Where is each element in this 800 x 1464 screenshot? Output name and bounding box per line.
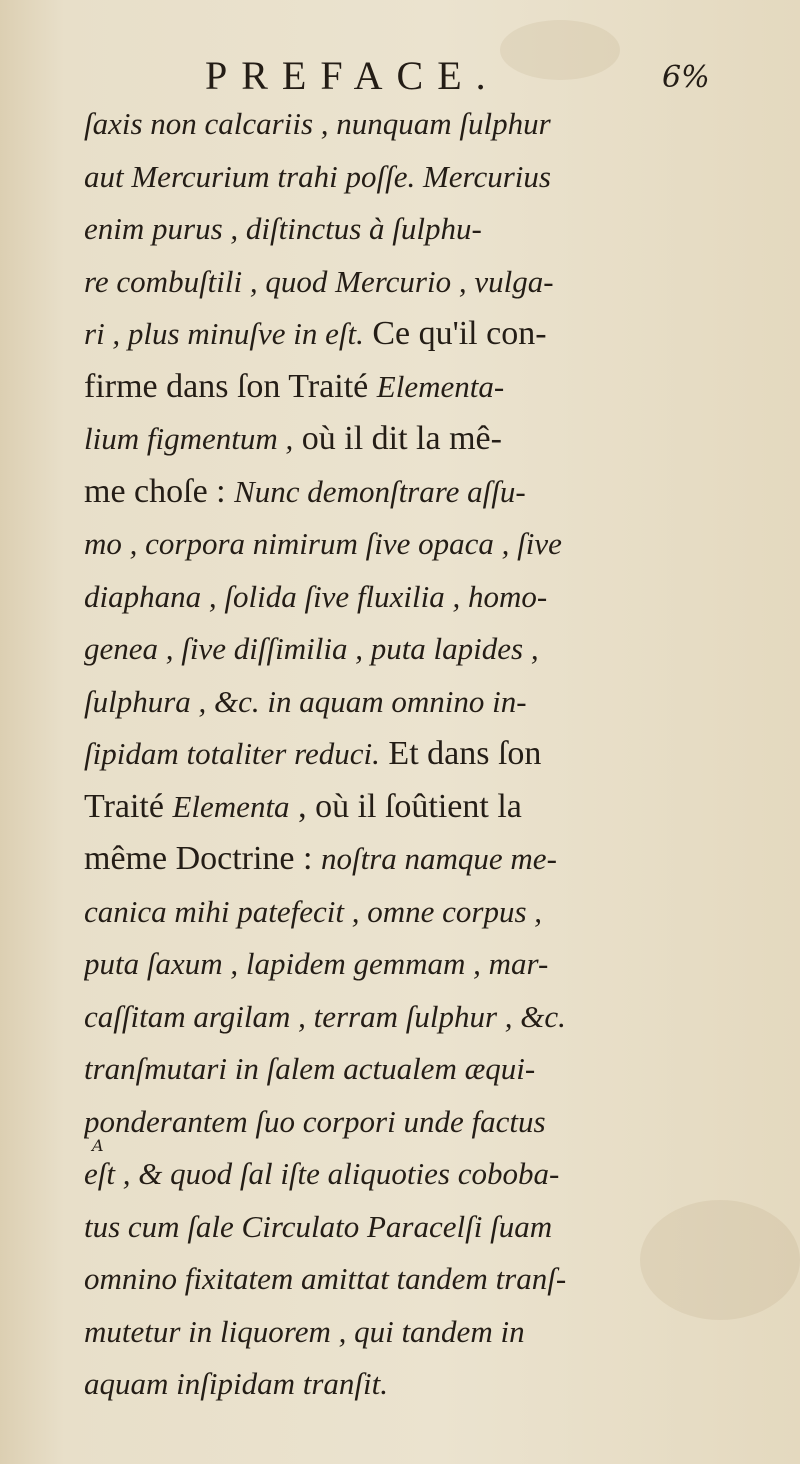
french-text: Ce qu'il con- xyxy=(363,315,547,352)
text-line: puta ſaxum , lapidem gemmam , mar- xyxy=(84,946,549,981)
text-body xyxy=(84,98,774,1411)
text-line xyxy=(84,308,774,361)
latin-quote: Elementa- xyxy=(376,368,505,404)
text-line: diaphana , ſolida ſive fluxilia , homo- xyxy=(84,578,548,614)
text-line: enim purus , diſtinctus à ſulphu- xyxy=(84,211,482,246)
text-line: mo , corpora nimirum ſive opaca , ſive xyxy=(84,526,562,561)
text-line: eſt , & quod ſal iſte aliquoties coboba- xyxy=(84,1156,560,1191)
text-line: ſaxis non calcariis , nunquam ſulphur xyxy=(84,106,551,141)
text-line: mutetur in liquorem , qui tandem in xyxy=(84,1313,525,1349)
running-title: PREFACE. xyxy=(205,53,500,98)
french-text: , où il ſoûtient la xyxy=(289,787,522,825)
text-line: tus cum ſale Circulato Paracelſi ſuam xyxy=(84,1208,553,1244)
french-text: où il dit la mê- xyxy=(293,420,502,457)
text-line xyxy=(84,728,774,781)
text-line: omnino fixitatem amittat tandem tranſ- xyxy=(84,1261,567,1296)
text-line: ſulphura , &c. in aquam omnino in- xyxy=(84,683,527,719)
page-header xyxy=(0,52,800,104)
text-line xyxy=(84,361,774,414)
text-line: ponderantem ſuo corpori unde factus xyxy=(84,1103,546,1139)
text-line: aquam inſipidam tranſit. xyxy=(84,1366,388,1401)
french-text: même Doctrine : xyxy=(84,840,321,877)
text-line xyxy=(84,413,774,466)
text-line: re combuſtili , quod Mercurio , vulga- xyxy=(84,263,554,299)
french-text: me choſe : xyxy=(84,472,235,510)
french-text: firme dans ſon Traité xyxy=(84,367,377,405)
latin-quote: lium figmentum , xyxy=(84,421,294,456)
latin-quote: noſtra namque me- xyxy=(320,841,557,876)
signature-mark: A xyxy=(92,1136,104,1155)
text-line: tranſmutari in ſalem actualem æqui- xyxy=(84,1051,536,1086)
text-line: canica mihi patefecit , omne corpus , xyxy=(84,893,543,929)
text-line xyxy=(84,833,774,886)
latin-quote: ri , plus minuſve in eſt. xyxy=(84,316,364,351)
text-line: genea , ſive diſſimilia , puta lapides , xyxy=(84,631,539,666)
page-number: 6% xyxy=(662,60,710,95)
text-line xyxy=(84,466,774,519)
french-text: Et dans ſon xyxy=(379,735,542,772)
french-text: Traité xyxy=(84,787,173,825)
text-line: aut Mercurium trahi poſſe. Mercurius xyxy=(84,158,551,194)
latin-quote: Elementa xyxy=(172,788,290,824)
latin-quote: Nunc demonſtrare aſſu- xyxy=(234,473,526,509)
text-line xyxy=(84,781,774,834)
text-line: caſſitam argilam , terram ſulphur , &c. xyxy=(84,998,566,1034)
latin-quote: ſipidam totaliter reduci. xyxy=(84,736,380,771)
